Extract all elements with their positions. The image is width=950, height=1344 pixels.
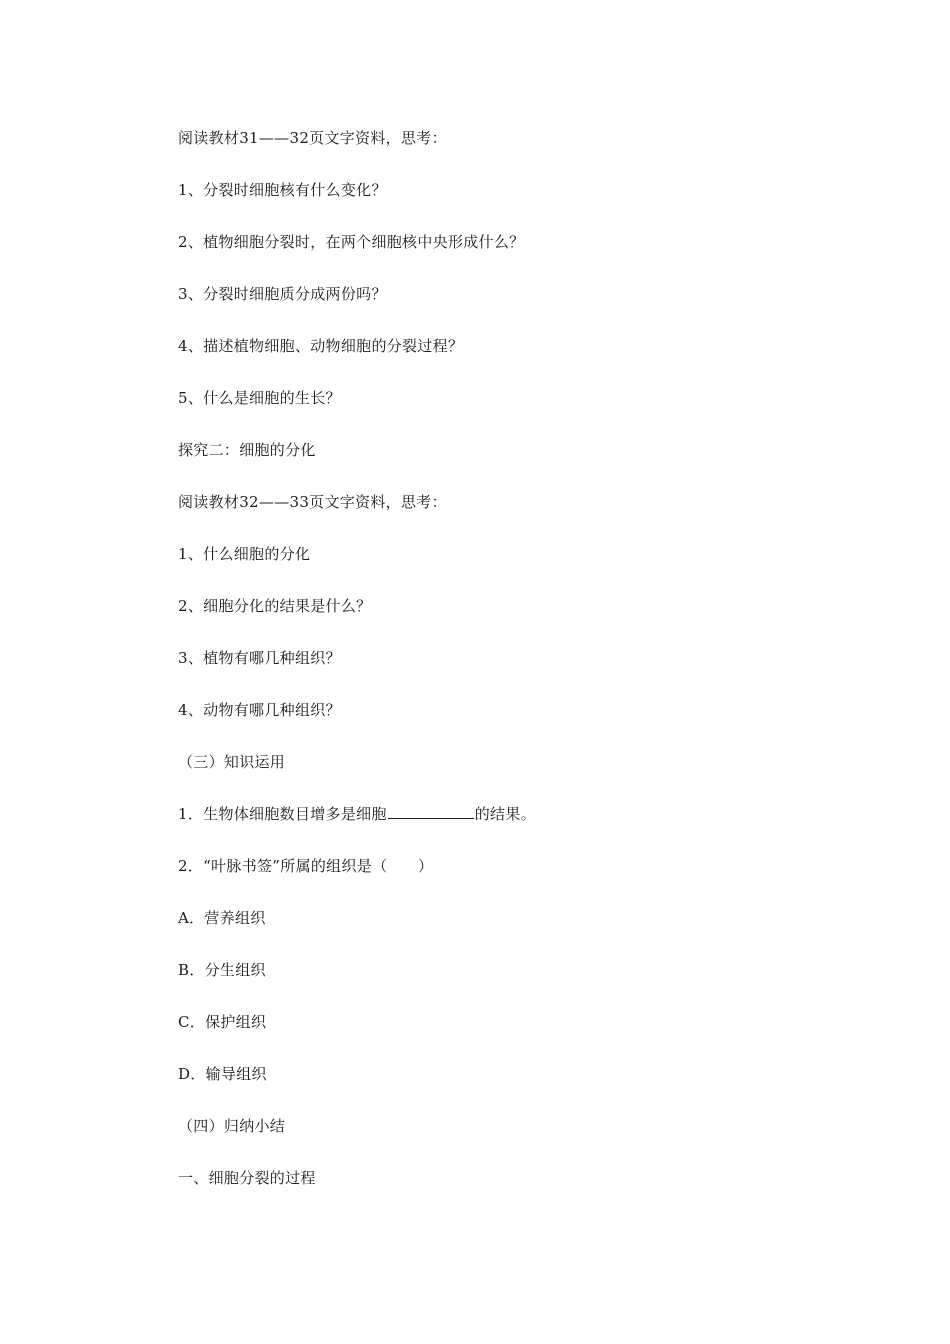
fill-question-text-before: 1．生物体细胞数目增多是细胞 <box>178 805 387 823</box>
answer-blank[interactable] <box>388 804 474 819</box>
choice-question: 2．“叶脉书签”所属的组织是（ ） <box>178 857 434 875</box>
option-c: C．保护组织 <box>178 1013 267 1031</box>
fill-question-text-after: 的结果。 <box>474 805 536 823</box>
question-line: 3、分裂时细胞质分成两份吗？ <box>178 285 387 303</box>
section-heading-explore-2: 探究二：细胞的分化 <box>178 441 316 459</box>
question-line: 3、植物有哪几种组织？ <box>178 649 341 667</box>
question-line: 4、动物有哪几种组织？ <box>178 701 341 719</box>
question-line: 2、植物细胞分裂时，在两个细胞核中央形成什么？ <box>178 233 525 251</box>
reading-prompt-2: 阅读教材32——33页文字资料，思考： <box>178 493 447 511</box>
option-b: B．分生组织 <box>178 961 266 979</box>
option-a: A．营养组织 <box>178 909 266 927</box>
section-heading-knowledge-use: （三）知识运用 <box>178 753 286 771</box>
reading-prompt-1: 阅读教材31——32页文字资料，思考： <box>178 129 447 147</box>
summary-item: 一、细胞分裂的过程 <box>178 1169 316 1187</box>
section-heading-summary: （四）归纳小结 <box>178 1117 286 1135</box>
question-line: 1、分裂时细胞核有什么变化？ <box>178 181 387 199</box>
question-line: 5、什么是细胞的生长？ <box>178 389 341 407</box>
question-line: 4、描述植物细胞、动物细胞的分裂过程？ <box>178 337 464 355</box>
option-d: D．输导组织 <box>178 1065 267 1083</box>
fill-in-question <box>178 804 536 824</box>
question-line: 1、什么细胞的分化 <box>178 545 311 563</box>
question-line: 2、细胞分化的结果是什么？ <box>178 597 372 615</box>
